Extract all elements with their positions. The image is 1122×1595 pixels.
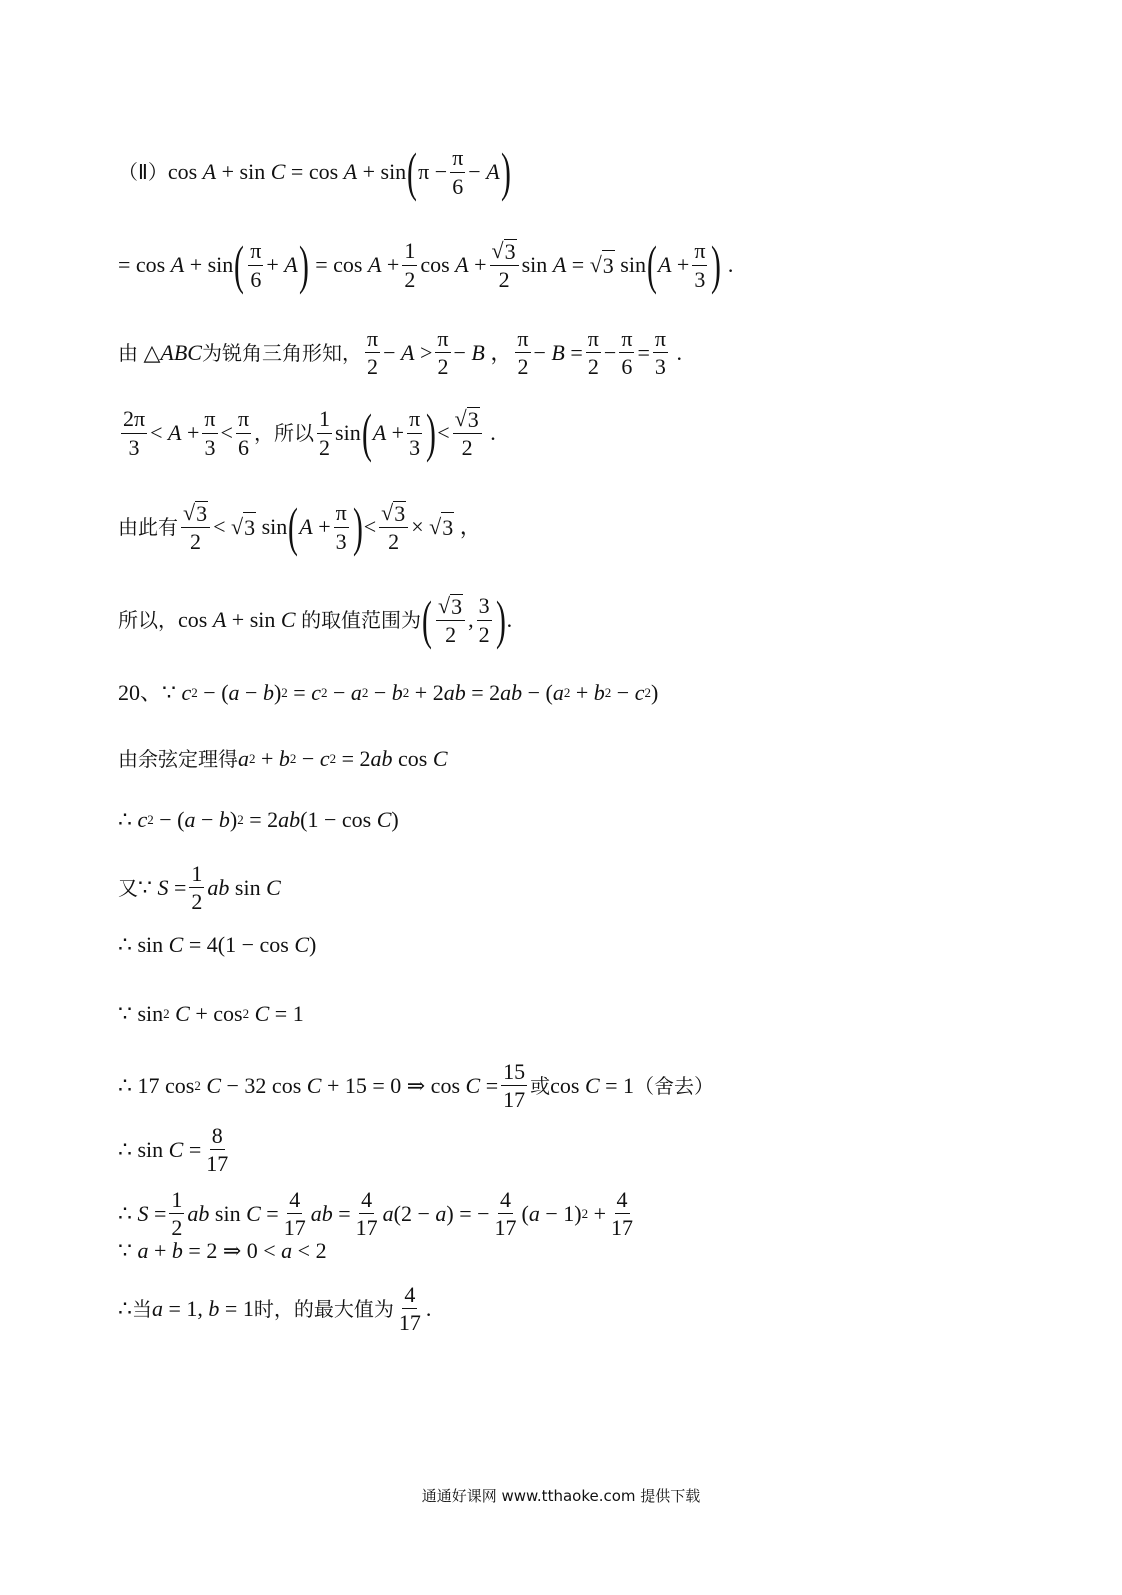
text-or: 或: [530, 1073, 551, 1098]
text-range: 的取值范围为: [301, 608, 422, 632]
formula: ( √ 3 2 , $\frac{3}{2}$ ) .: [422, 590, 513, 650]
formula: cos A + sin C = cos A + sin ( π − $\frac{\pi}{6}$ − A ): [167, 142, 511, 202]
text-therefore: 所以，: [118, 608, 178, 632]
line-area-formula: [118, 862, 281, 913]
formula: ∵ c 2 − ( a − b ) 2 = c 2 − a 2 − b 2 + 2 ab = 2 ab − ( a 2 + b 2 − c 2 ): [162, 680, 659, 705]
text-law: 由余弦定理得: [118, 747, 238, 771]
line-conclusion-part2: [118, 590, 513, 650]
formula: ∴: [118, 1295, 132, 1321]
formula: ∴ c 2 − ( a − b ) 2 = 2 ab (1 − cos C ): [118, 807, 399, 832]
text-so: ，所以: [254, 421, 315, 445]
line-acute-triangle: [118, 327, 682, 378]
formula: a 2 + b 2 − c 2 = 2 ab cos C: [238, 746, 448, 771]
text-time: 时，: [253, 1296, 294, 1321]
line-constraint: [118, 1236, 327, 1266]
line-expansion: [118, 235, 734, 295]
formula: $\frac{1}{2}$ sin ( A + $\frac{\pi}{3}$ ) < √ 3 2 .: [319, 403, 496, 463]
formula: ∵ S = $\frac{1}{2}$ ab sin C: [138, 861, 281, 915]
text-when: 当: [132, 1296, 152, 1321]
line-identity: [118, 999, 304, 1029]
problem-number: 20、: [118, 680, 163, 705]
page-footer: 通通好课网 www.tthaoke.com 提供下载: [421, 1487, 701, 1505]
formula: $\frac{2\pi}{3}$ < A + $\frac{\pi}{3}$ < $\frac{\pi}{6}$: [123, 406, 250, 460]
line-sinC: [118, 1124, 233, 1175]
line-part2-start: [118, 142, 512, 202]
formula: ∴ 17 cos 2 C − 32 cos C + 15 = 0 ⇒ cos C = $\frac{15}{17}$: [118, 1059, 526, 1113]
text-also: 又: [118, 875, 138, 900]
text-you: 由: [118, 340, 138, 365]
formula: $\frac{4}{17}$ .: [398, 1282, 432, 1336]
line-derive-1: [118, 805, 399, 835]
formula: ∵ a + b = 2 ⇒ 0 < a < 2: [118, 1238, 327, 1263]
formula: $\frac{\pi}{2}$ − A > $\frac{\pi}{2}$ − B ， $\frac{\pi}{2}$ − B = $\frac{\pi}{2}$ − $\frac{\pi}{6}$ = $\frac{\pi}{3}$ .: [366, 326, 682, 380]
line-problem-20: [118, 678, 658, 708]
formula: ∴ S = $\frac{1}{2}$ ab sin C = $\frac{4}{17}$ ab = $\frac{4}{17}$ a (2 − a ) = − $\frac{4}{17}$ ( a − 1) 2 + $\frac{4}{17}$: [118, 1187, 633, 1241]
text-reject: （舍去）: [634, 1073, 715, 1098]
line-area-expression: [118, 1188, 638, 1239]
line-final-answer: [118, 1283, 431, 1334]
formula: ∵ sin 2 C + cos 2 C = 1: [118, 1001, 304, 1026]
text-thus: 由此有: [118, 515, 178, 539]
formula: √ 3 2 < √ 3 sin ( A + $\frac{\pi}{3}$ ) < √ 3 2 × √ 3 ，: [183, 497, 482, 557]
text-max: 的最大值为: [293, 1296, 394, 1321]
formula: ∴ sin C = $\frac{8}{17}$: [118, 1123, 229, 1177]
formula: cos C = 1: [550, 1072, 635, 1098]
line-derive-2: [118, 930, 316, 960]
part-label: （Ⅱ）: [118, 160, 168, 184]
formula: △ ABC: [138, 339, 202, 365]
formula: = cos A + sin ( $\frac{\pi}{6}$ + A ) = cos A + $\frac{1}{2}$ cos A + √ 3 2 sin A = √ 3 sin ( A + $\frac{\pi}{3}$ ) .: [118, 235, 734, 295]
line-range-angle: [118, 403, 496, 463]
line-quadratic: [118, 1060, 714, 1111]
formula: cos A + sin C: [178, 607, 296, 632]
line-inequality: [118, 497, 482, 557]
line-law-of-cosines: [118, 744, 448, 774]
formula: a = 1, b = 1: [152, 1295, 254, 1321]
text-acute: 为锐角三角形知，: [201, 340, 362, 365]
formula: ∴ sin C = 4(1 − cos C ): [118, 932, 317, 957]
